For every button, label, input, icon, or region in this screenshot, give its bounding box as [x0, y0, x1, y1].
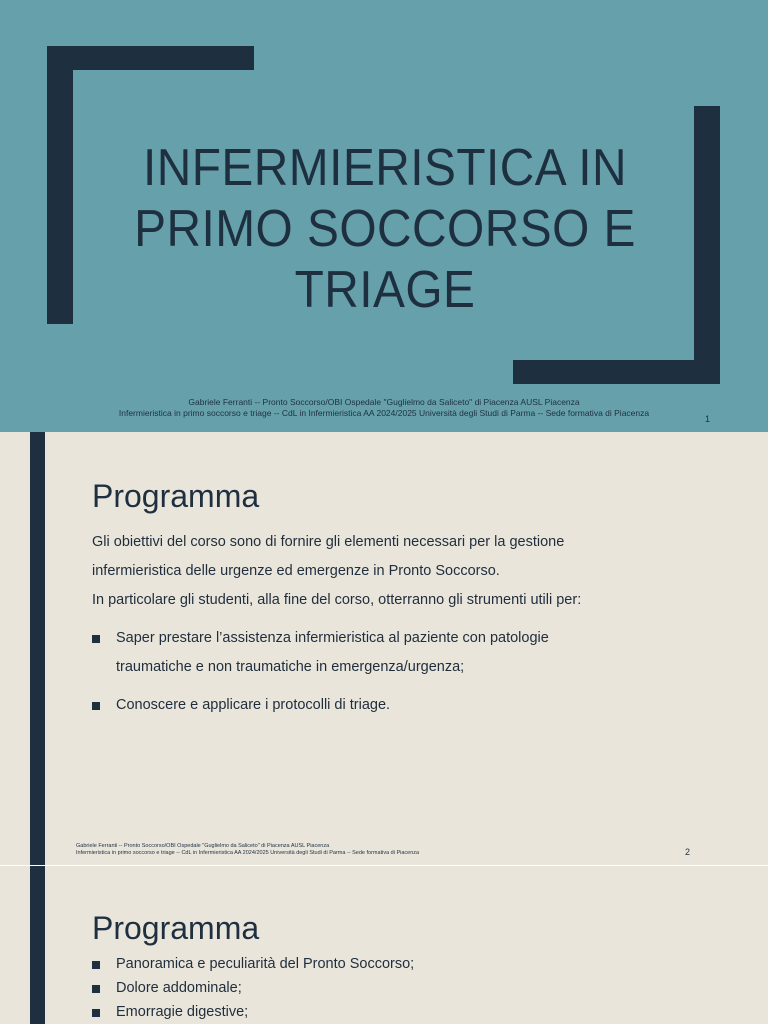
slide-body [92, 952, 712, 1024]
title-slide [0, 0, 768, 432]
bullet-square-icon [92, 985, 100, 993]
slide-body [92, 528, 712, 720]
bullet-square-icon [92, 1009, 100, 1017]
slide-title: Programma [92, 478, 260, 514]
list-item-text: Panoramica e peculiarità del Pronto Soccorso; [116, 956, 415, 972]
title-line: TRIAGE [294, 261, 476, 319]
footer-author: Gabriele Ferranti -- Pronto Soccorso/OBI Ospedale "Guglielmo da Saliceto" di Piacenza AUSL Piacenza [188, 397, 580, 407]
bracket-bottom-right-vertical [694, 106, 720, 384]
bracket-top-left-horizontal [47, 46, 254, 70]
list-item-text: traumatiche e non traumatiche in emergenza/urgenza; [116, 659, 465, 675]
sidebar-accent-bar [30, 432, 45, 865]
slide-number: 1 [705, 414, 711, 424]
list-item [92, 952, 712, 976]
list-item [92, 1000, 712, 1024]
list-item [92, 976, 712, 1000]
content-slide [0, 866, 768, 1024]
list-item-text: Conoscere e applicare i protocolli di triage. [116, 697, 391, 713]
paragraph-line: infermieristica delle urgenze ed emergenze in Pronto Soccorso. [92, 563, 500, 579]
footer-course: Infermieristica in primo soccorso e triage -- CdL in Infermieristica AA 2024/2025 Università degli Studi di Parma -- Sede formativa di Piacenza [118, 408, 650, 418]
title-line: PRIMO SOCCORSO E [134, 200, 636, 258]
title-line: INFERMIERISTICA IN [142, 139, 628, 197]
slide-title: Programma [92, 910, 260, 946]
sidebar-accent-bar [30, 866, 45, 1024]
bullet-square-icon [92, 635, 100, 643]
bullet-square-icon [92, 702, 100, 710]
footer-author: Gabriele Ferranti -- Pronto Soccorso/OBI Ospedale "Guglielmo da Saliceto" di Piacenza AUSL Piacenza [76, 843, 330, 849]
bracket-top-left-vertical [47, 46, 73, 324]
footer-course: Infermieristica in primo soccorso e triage -- CdL in Infermieristica AA 2024/2025 Università degli Studi di Parma -- Sede formativa di Piacenza [76, 850, 420, 856]
paragraph-line: In particolare gli studenti, alla fine del corso, otterranno gli strumenti utili per: [92, 592, 582, 608]
list-item [92, 691, 712, 720]
content-slide [0, 432, 768, 865]
list-item-text: Emorragie digestive; [116, 1004, 249, 1020]
bullet-square-icon [92, 961, 100, 969]
paragraph-line: Gli obiettivi del corso sono di fornire gli elementi necessari per la gestione [92, 534, 565, 550]
list-item [92, 624, 712, 682]
presentation-title [132, 138, 638, 321]
list-item-text: Saper prestare l’assistenza infermieristica al paziente con patologie [116, 630, 549, 646]
list-item-text: Dolore addominale; [116, 980, 242, 996]
bracket-bottom-right-horizontal [513, 360, 720, 384]
slide-number: 2 [685, 847, 691, 857]
